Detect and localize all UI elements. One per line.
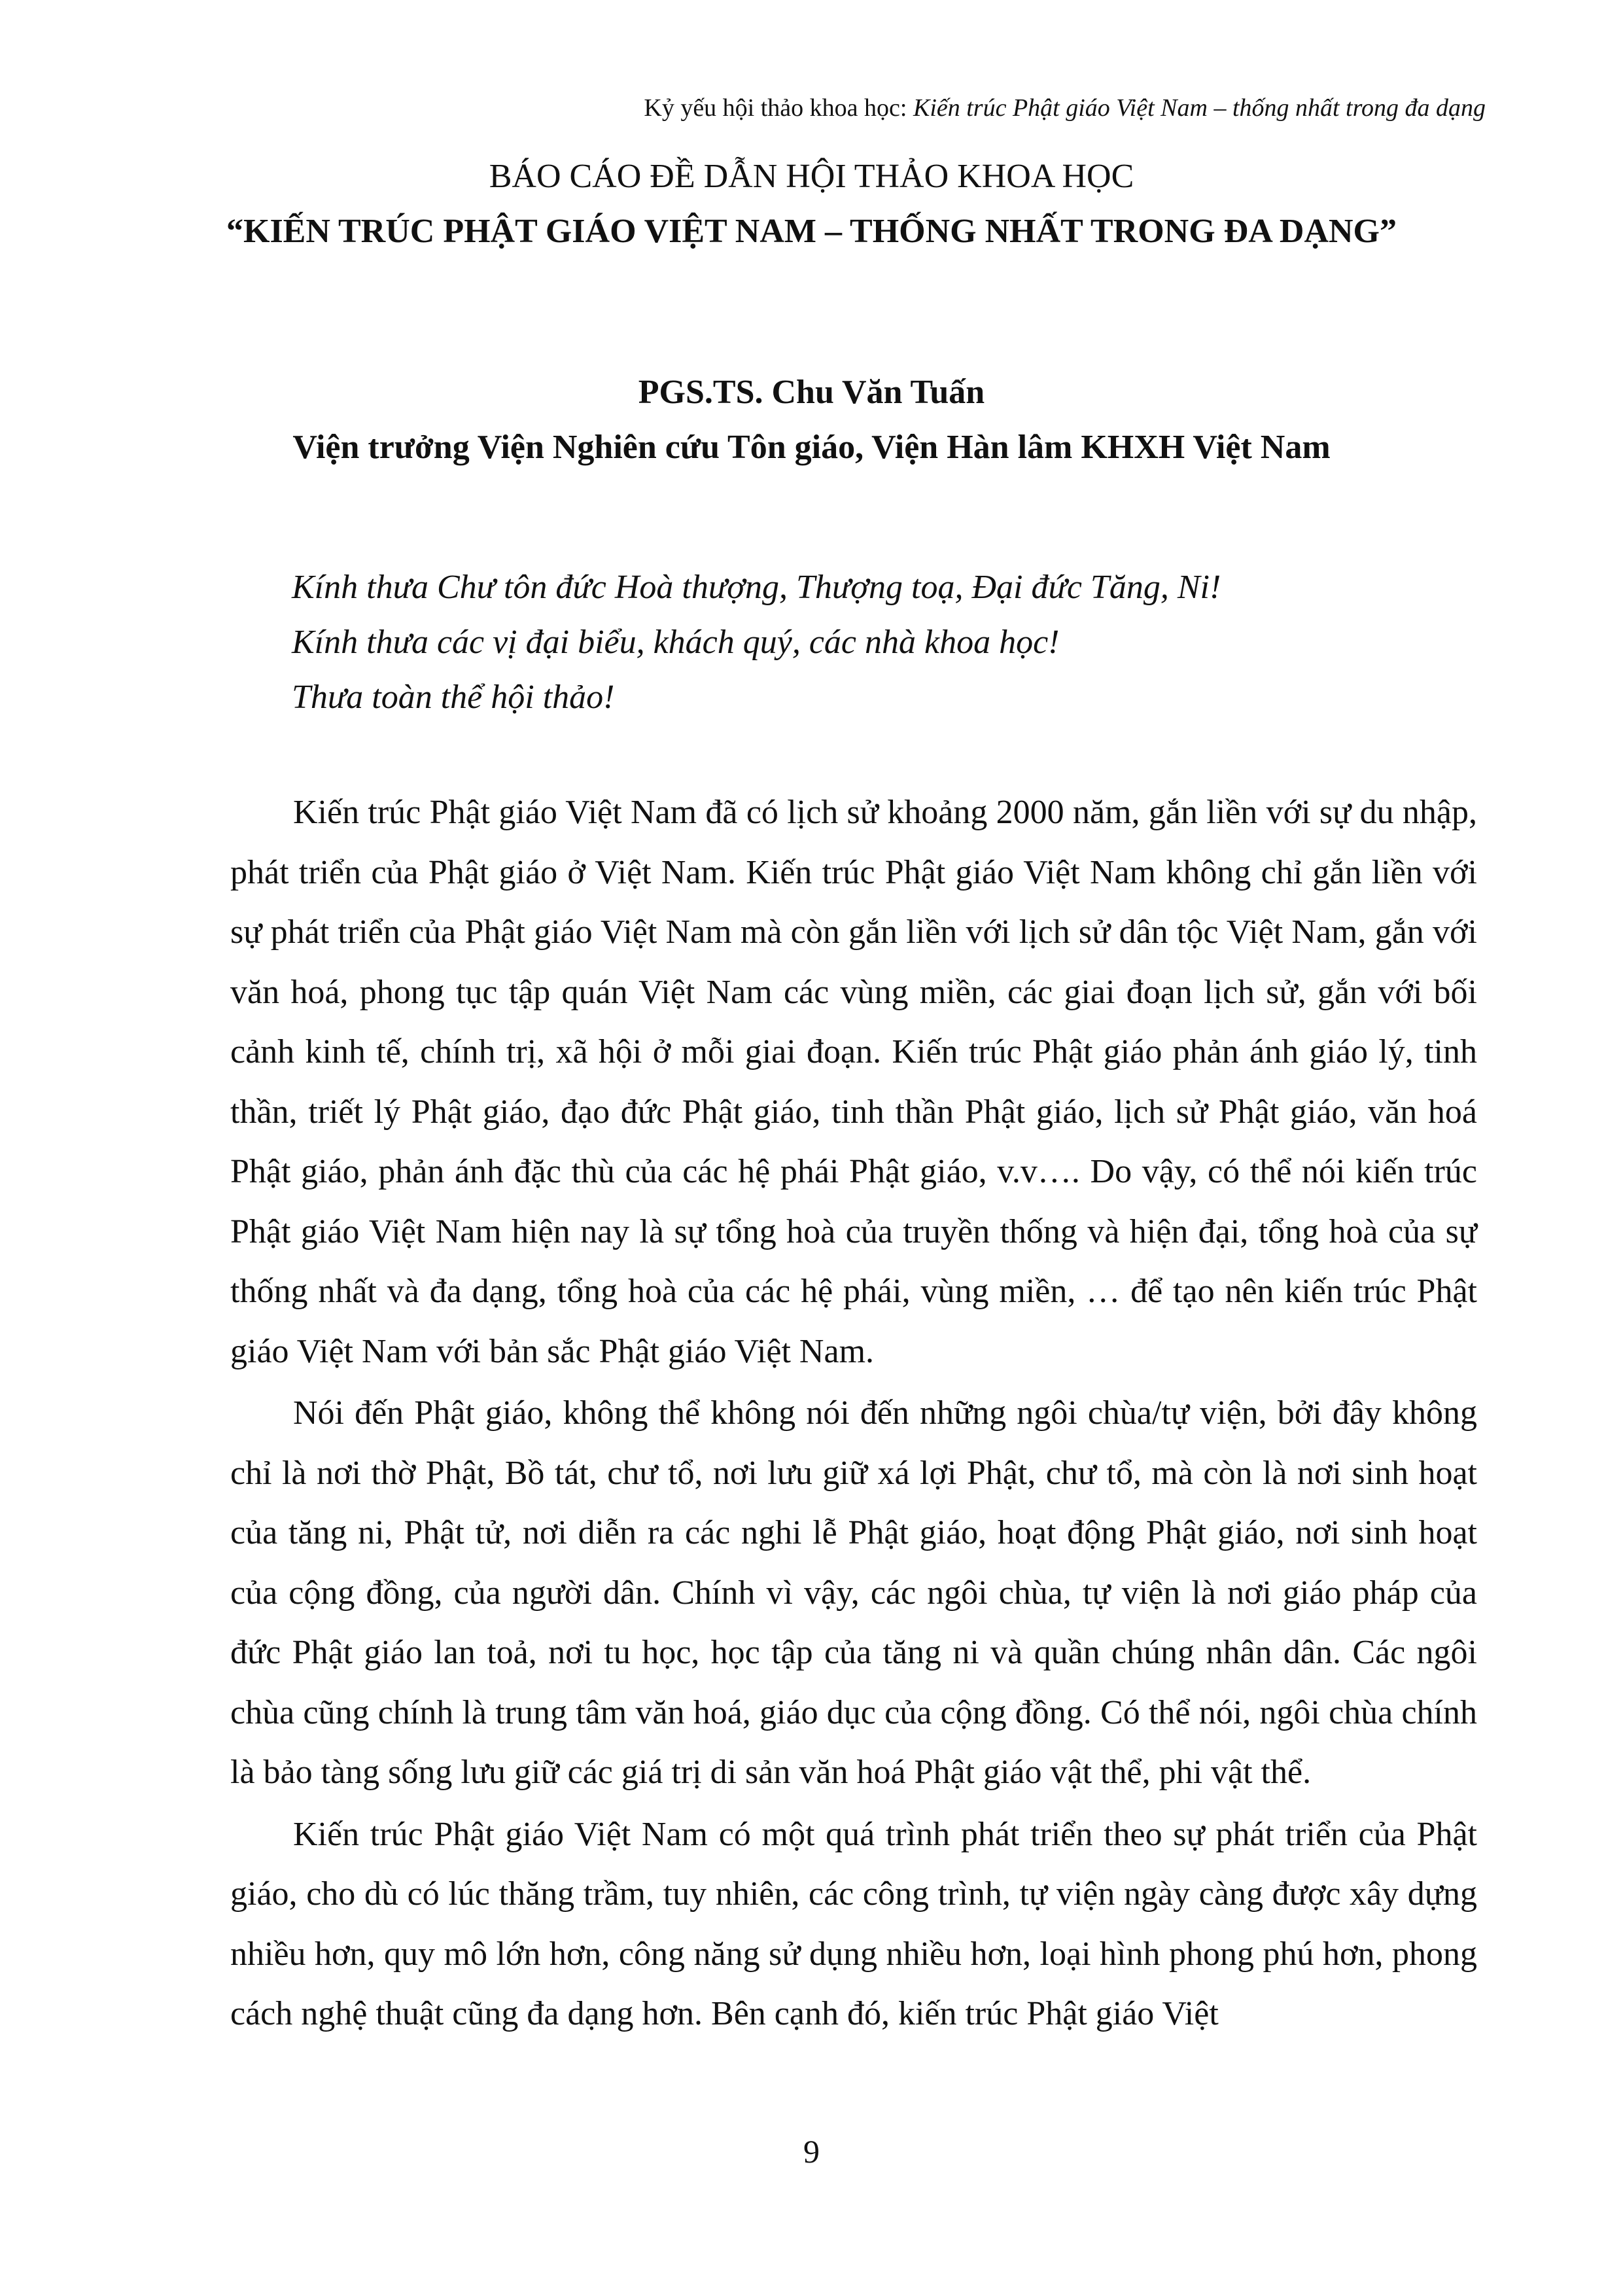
author-affiliation: Viện trưởng Viện Nghiên cứu Tôn giáo, Viện Hàn lâm KHXH Việt Nam (292, 429, 1331, 466)
running-header-title: Kiến trúc Phật giáo Việt Nam – thống nhất trong đa dạng (913, 94, 1486, 122)
report-title-line2: “KIẾN TRÚC PHẬT GIÁO VIỆT NAM – THỐNG NHẤT TRONG ĐA DẠNG” (226, 213, 1397, 250)
running-header-prefix: Kỷ yếu hội thảo khoa học: (644, 94, 913, 122)
report-title (0, 149, 1623, 259)
author-name: PGS.TS. Chu Văn Tuấn (638, 374, 985, 411)
body-paragraph: Nói đến Phật giáo, không thể không nói đến những ngôi chùa/tự viện, bởi đây không chỉ là nơi thờ Phật, Bồ tát, chư tổ, nơi lưu giữ xá lợi Phật, chư tổ, mà còn là nơi sinh hoạt của tăng ni, Phật tử, nơi diễn ra các nghi lễ Phật giáo, hoạt động Phật giáo, nơi sinh hoạt của cộng đồng, của người dân. Chính vì vậy, các ngôi chùa, tự viện là nơi giáo pháp của đức Phật giáo lan toả, nơi tu học, học tập của tăng ni và quần chúng nhân dân. Các ngôi chùa cũng chính là trung tâm văn hoá, giáo dục của cộng đồng. Có thể nói, ngôi chùa chính là bảo tàng sống lưu giữ các giá trị di sản văn hoá Phật giáo vật thể, phi vật thể. (230, 1394, 1477, 1791)
page-number: 9 (803, 2133, 820, 2170)
running-header (644, 92, 1486, 124)
author-block (0, 365, 1623, 475)
greeting-line: Kính thưa Chư tôn đức Hoà thượng, Thượng toạ, Đại đức Tăng, Ni! (292, 569, 1221, 606)
body-paragraph: Kiến trúc Phật giáo Việt Nam đã có lịch sử khoảng 2000 năm, gắn liền với sự du nhập, phát triển của Phật giáo ở Việt Nam. Kiến trúc Phật giáo Việt Nam không chỉ gắn liền với sự phát triển của Phật giáo Việt Nam mà còn gắn liền với lịch sử dân tộc Việt Nam, gắn với văn hoá, phong tục tập quán Việt Nam các vùng miền, các giai đoạn lịch sử, gắn với bối cảnh kinh tế, chính trị, xã hội ở mỗi giai đoạn. Kiến trúc Phật giáo phản ánh giáo lý, tinh thần, triết lý Phật giáo, đạo đức Phật giáo, tinh thần Phật giáo, lịch sử Phật giáo, văn hoá Phật giáo, phản ánh đặc thù của các hệ phái Phật giáo, v.v…. Do vậy, có thể nói kiến trúc Phật giáo Việt Nam hiện nay là sự tổng hoà của truyền thống và hiện đại, tổng hoà của sự thống nhất và đa dạng, tổng hoà của các hệ phái, vùng miền, … để tạo nên kiến trúc Phật giáo Việt Nam với bản sắc Phật giáo Việt Nam. (230, 794, 1477, 1370)
greeting-line: Kính thưa các vị đại biểu, khách quý, các nhà khoa học! (292, 624, 1060, 661)
body-paragraph: Kiến trúc Phật giáo Việt Nam có một quá trình phát triển theo sự phát triển của Phật giáo, cho dù có lúc thăng trầm, tuy nhiên, các công trình, tự viện ngày càng được xây dựng nhiều hơn, quy mô lớn hơn, công năng sử dụng nhiều hơn, loại hình phong phú hơn, phong cách nghệ thuật cũng đa dạng hơn. Bên cạnh đó, kiến trúc Phật giáo Việt (230, 1815, 1477, 2032)
body-text (230, 783, 1477, 2046)
greeting-line: Thưa toàn thể hội thảo! (292, 679, 615, 716)
greetings (292, 560, 1221, 725)
report-title-line1: BÁO CÁO ĐỀ DẪN HỘI THẢO KHOA HỌC (489, 158, 1134, 195)
